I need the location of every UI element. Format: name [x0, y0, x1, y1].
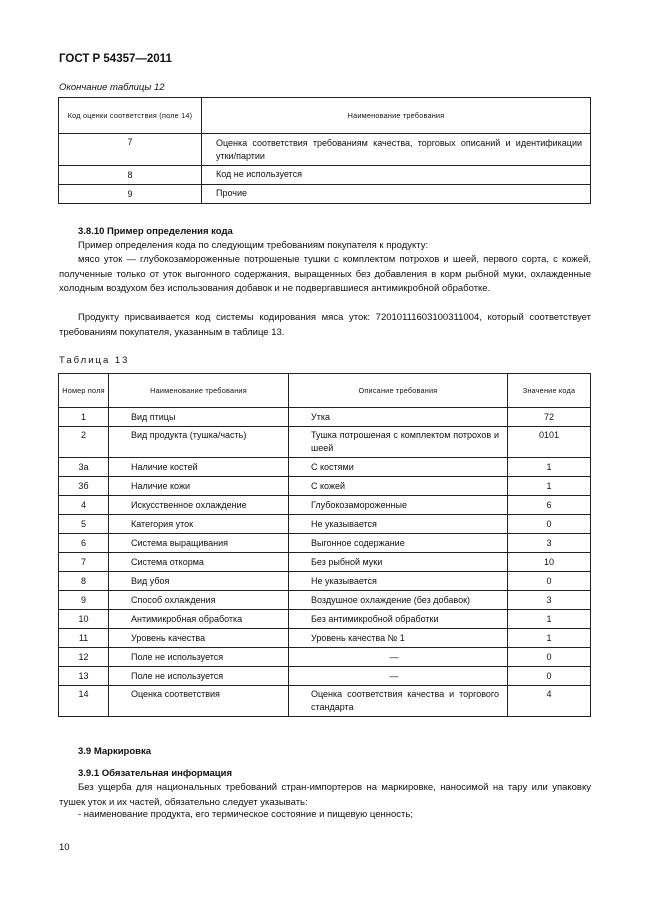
table-row: [59, 572, 591, 591]
table-13-col-code-value: Значение кода: [508, 374, 591, 408]
field-number-cell: 6: [59, 534, 109, 553]
requirement-cell: Антимикробная обработка: [109, 610, 289, 629]
requirement-cell: Наличие костей: [109, 458, 289, 477]
description-cell: Оценка соответствия качества и торгового стандарта: [289, 686, 508, 717]
description-cell: Без рыбной муки: [289, 553, 508, 572]
section-3-8-10-title: 3.8.10 Пример определения кода: [78, 226, 233, 237]
description-cell: Воздушное охлаждение (без добавок): [289, 591, 508, 610]
table-row: [59, 427, 591, 458]
code-value-cell: 1: [508, 458, 591, 477]
requirement-cell: Поле не используется: [109, 648, 289, 667]
table-row: [59, 477, 591, 496]
table-12-code-cell: 7: [59, 134, 202, 166]
requirement-cell: Вид птицы: [109, 408, 289, 427]
code-value-cell: 3: [508, 534, 591, 553]
table-12: [58, 97, 591, 204]
page-number: 10: [59, 842, 70, 853]
table-row: [59, 134, 591, 166]
table-13-caption: Таблица 13: [59, 355, 130, 366]
table-12-name-cell: Прочие: [202, 185, 591, 204]
code-value-cell: 0: [508, 515, 591, 534]
table-row: [59, 534, 591, 553]
table-row: [59, 496, 591, 515]
code-value-cell: 72: [508, 408, 591, 427]
description-cell: Выгонное содержание: [289, 534, 508, 553]
requirement-cell: Оценка соответствия: [109, 686, 289, 717]
field-number-cell: 11: [59, 629, 109, 648]
table-row: [59, 515, 591, 534]
requirement-cell: Категория уток: [109, 515, 289, 534]
table-row: [59, 610, 591, 629]
description-cell: С костями: [289, 458, 508, 477]
field-number-cell: 7: [59, 553, 109, 572]
field-number-cell: 1: [59, 408, 109, 427]
table-row: [59, 686, 591, 717]
description-cell: Глубокозамороженные: [289, 496, 508, 515]
table-12-code-cell: 9: [59, 185, 202, 204]
table-13-col-requirement: Наименование требования: [109, 374, 289, 408]
requirement-cell: Уровень качества: [109, 629, 289, 648]
section-3-9-1-title: 3.9.1 Обязательная информация: [78, 768, 232, 779]
field-number-cell: 9: [59, 591, 109, 610]
table-row: [59, 591, 591, 610]
table-row: [59, 553, 591, 572]
code-value-cell: 10: [508, 553, 591, 572]
table-12-col-code: Код оценки соответствия (поле 14): [59, 98, 202, 134]
field-number-cell: 3б: [59, 477, 109, 496]
code-value-cell: 0: [508, 648, 591, 667]
table-13-col-number: Номер поля: [59, 374, 109, 408]
section-3-8-10-paragraph-3: Продукту присваивается код системы кодирования мяса уток: 72010111603100311004, который соответствует требованиям покупателя, указанным в таблице 13.: [59, 312, 591, 338]
description-cell: Не указывается: [289, 572, 508, 591]
table-12-name-cell: Оценка соответствия требованиям качества, торговых описаний и идентификации утки/партии: [202, 134, 591, 166]
code-value-cell: 6: [508, 496, 591, 515]
table-12-header-row: [59, 98, 591, 134]
description-cell: С кожей: [289, 477, 508, 496]
field-number-cell: 13: [59, 667, 109, 686]
field-number-cell: 12: [59, 648, 109, 667]
field-number-cell: 5: [59, 515, 109, 534]
section-3-9-1-paragraph-2: - наименование продукта, его термическое состояние и пищевую ценность;: [78, 809, 413, 820]
requirement-cell: Наличие кожи: [109, 477, 289, 496]
table-row: [59, 629, 591, 648]
requirement-cell: Способ охлаждения: [109, 591, 289, 610]
requirement-cell: Вид убоя: [109, 572, 289, 591]
requirement-cell: Искусственное охлаждение: [109, 496, 289, 515]
code-value-cell: 1: [508, 629, 591, 648]
table-13: [58, 373, 591, 717]
requirement-cell: Поле не используется: [109, 667, 289, 686]
field-number-cell: 8: [59, 572, 109, 591]
table-13-header-row: [59, 374, 591, 408]
code-value-cell: 3: [508, 591, 591, 610]
table-row: [59, 166, 591, 185]
field-number-cell: 10: [59, 610, 109, 629]
description-cell: —: [289, 667, 508, 686]
field-number-cell: 14: [59, 686, 109, 717]
section-3-8-10-paragraph-1: Пример определения кода по следующим требованиям покупателя к продукту:: [78, 240, 429, 251]
table-row: [59, 408, 591, 427]
code-value-cell: 0: [508, 667, 591, 686]
description-cell: Утка: [289, 408, 508, 427]
description-cell: Тушка потрошеная с комплектом потрохов и шеей: [289, 427, 508, 458]
table-row: [59, 667, 591, 686]
table-row: [59, 648, 591, 667]
description-cell: —: [289, 648, 508, 667]
requirement-cell: Система выращивания: [109, 534, 289, 553]
section-3-8-10-paragraph-2: мясо уток — глубокозамороженные потрошеные тушки с комплектом потрохов и шеей, первого сорта, с кожей, полученные только от уток выгонного содержания, выращенных без добавления в корм рыбной муки, охлажденные холодным воздухом без использования добавок и не подвергавшиеся антимикробной обработке.: [59, 254, 591, 294]
field-number-cell: 4: [59, 496, 109, 515]
code-value-cell: 1: [508, 477, 591, 496]
code-value-cell: 0101: [508, 427, 591, 458]
table-12-name-cell: Код не используется: [202, 166, 591, 185]
code-value-cell: 4: [508, 686, 591, 717]
field-number-cell: 3а: [59, 458, 109, 477]
table12-continuation-label: Окончание таблицы 12: [59, 82, 165, 93]
field-number-cell: 2: [59, 427, 109, 458]
table-row: [59, 185, 591, 204]
description-cell: Уровень качества № 1: [289, 629, 508, 648]
requirement-cell: Вид продукта (тушка/часть): [109, 427, 289, 458]
code-value-cell: 1: [508, 610, 591, 629]
code-value-cell: 0: [508, 572, 591, 591]
table-13-col-description: Описание требования: [289, 374, 508, 408]
standard-id-header: ГОСТ Р 54357—2011: [59, 53, 172, 65]
description-cell: Без антимикробной обработки: [289, 610, 508, 629]
section-3-9-title: 3.9 Маркировка: [78, 746, 152, 757]
section-3-9-1-paragraph-1: Без ущерба для национальных требований стран-импортеров на маркировке, наносимой на тару или упаковку тушек уток и их частей, обязательно следует указывать:: [59, 782, 591, 808]
table-12-col-name: Наименование требования: [202, 98, 591, 134]
table-row: [59, 458, 591, 477]
table-12-code-cell: 8: [59, 166, 202, 185]
description-cell: Не указывается: [289, 515, 508, 534]
requirement-cell: Система откорма: [109, 553, 289, 572]
